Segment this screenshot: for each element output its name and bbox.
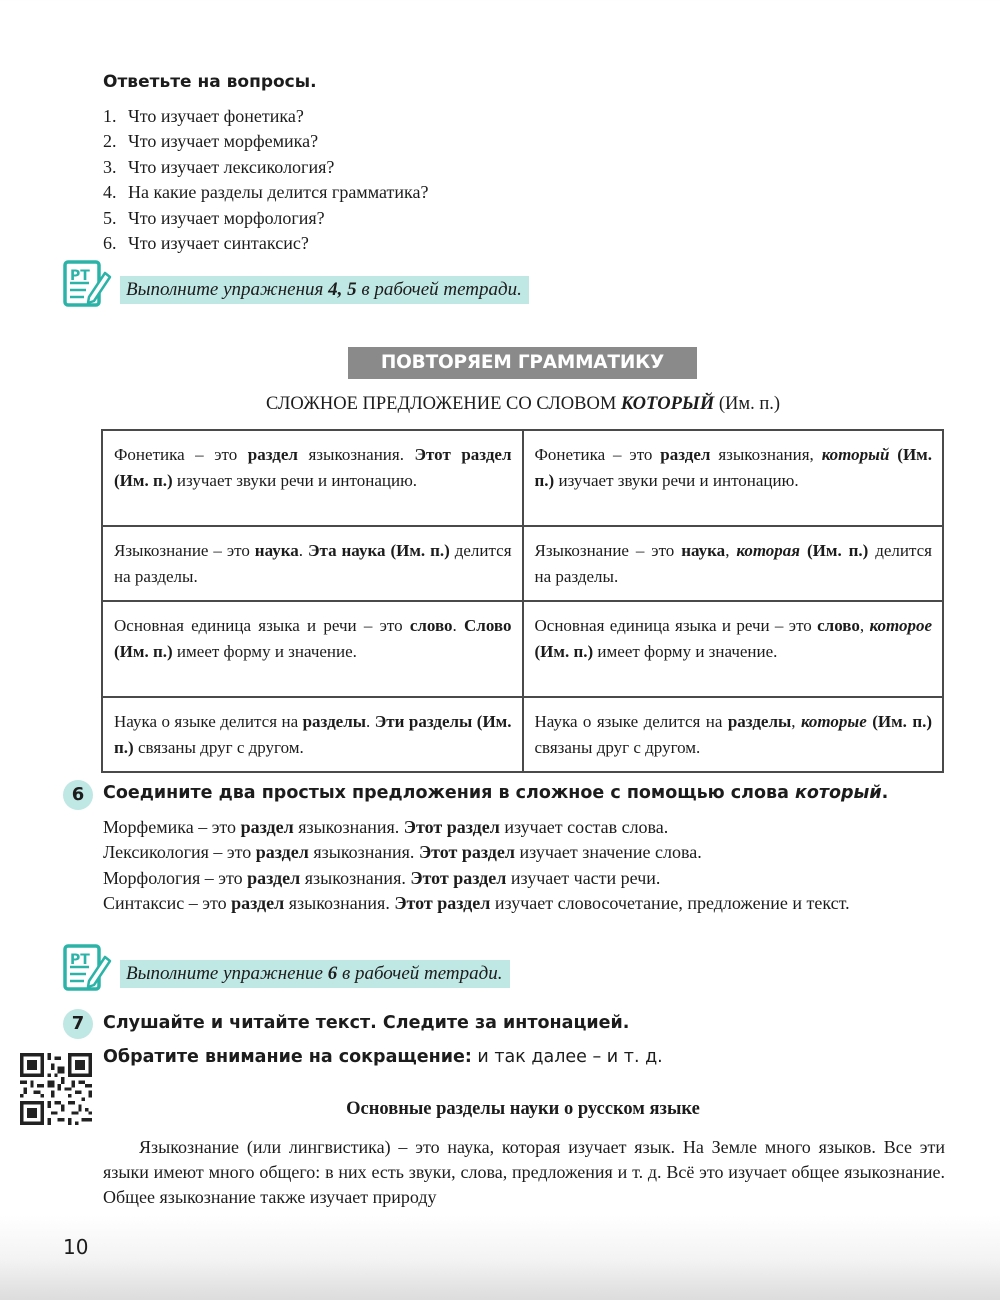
exercise-number-badge: 6	[63, 780, 93, 810]
question-item: 1. Что изучает фонетика?	[103, 106, 304, 126]
complex-sentence-cell: Языкознание – это наука, которая (Им. п.) делится на разделы.	[523, 526, 944, 601]
grammar-subtitle: СЛОЖНОЕ ПРЕДЛОЖЕНИЕ СО СЛОВОМ КОТОРЫЙ (Им. п.)	[265, 394, 781, 414]
reading-text-body: Языкознание (или лингвистика) – это наука, которая изучает язык. На Земле много языков. Все эти языки имеют много общего: в них есть звуки, слова, предложения и т. д. Всё это изучает общее языкознание. Общее языкознание также изучает природу	[103, 1137, 945, 1207]
question-item: 6. Что изучает синтаксис?	[103, 232, 309, 253]
exercise-sentences	[103, 815, 945, 916]
workbook-note	[62, 259, 622, 309]
workbook-pencil-icon	[62, 943, 112, 993]
table-row	[102, 697, 943, 772]
workbook-pencil-icon	[62, 259, 112, 309]
complex-sentence-cell: Основная единица языка и речи – это слово, которое (Им. п.) имеет форму и значение.	[523, 601, 944, 697]
question-item: 3. Что изучает лексикология?	[103, 156, 335, 177]
simple-sentence-cell: Языкознание – это наука. Эта наука (Им. п.) делится на разделы.	[102, 526, 523, 601]
page-number: 10	[63, 1235, 89, 1259]
grammar-table	[101, 429, 944, 773]
complex-sentence-cell: Наука о языке делится на разделы, которые (Им. п.) связаны друг с другом.	[523, 697, 944, 772]
workbook-note	[62, 943, 622, 993]
table-row	[102, 430, 943, 526]
table-row	[102, 601, 943, 697]
exercise-sentence: Синтаксис – это раздел языкознания. Этот раздел изучает словосочетание, предложение и текст.	[103, 892, 850, 913]
svg-text:РТ: РТ	[70, 268, 90, 284]
question-item: 2. Что изучает морфемика?	[103, 131, 319, 152]
questions-title: Ответьте на вопросы.	[103, 72, 317, 92]
simple-sentence-cell: Основная единица языка и речи – это слово. Слово (Им. п.) имеет форму и значение.	[102, 601, 523, 697]
simple-sentence-cell: Наука о языке делится на разделы. Эти разделы (Им. п.) связаны друг с другом.	[102, 697, 523, 772]
exercise-number-badge: 7	[63, 1009, 93, 1039]
complex-sentence-cell: Фонетика – это раздел языкознания, который (Им. п.) изучает звуки речи и интонацию.	[523, 430, 944, 526]
exercise-title: Соедините два простых предложения в сложное с помощью слова который.	[103, 783, 889, 803]
exercise-sentence: Лексикология – это раздел языкознания. Этот раздел изучает значение слова.	[103, 842, 702, 863]
exercise-sentence: Морфемика – это раздел языкознания. Этот раздел изучает состав слова.	[103, 817, 669, 837]
exercise-title: Слушайте и читайте текст. Следите за интонацией.	[103, 1013, 630, 1033]
question-item: 5. Что изучает морфология?	[103, 207, 325, 228]
exercise-sentence: Морфология – это раздел языкознания. Этот раздел изучает части речи.	[103, 867, 661, 888]
abbreviation-note: Обратите внимание на сокращение: и так далее – и т. д.	[103, 1047, 663, 1067]
reading-text-title: Основные разделы науки о русском языке	[346, 1099, 700, 1119]
workbook-note-text: Выполните упражнения 4, 5 в рабочей тетради.	[120, 276, 529, 304]
simple-sentence-cell: Фонетика – это раздел языкознания. Этот раздел (Им. п.) изучает звуки речи и интонацию.	[102, 430, 523, 526]
questions-list	[103, 104, 428, 256]
question-item: 4. На какие разделы делится грамматика?	[103, 182, 429, 203]
table-row	[102, 526, 943, 601]
workbook-note-text: Выполните упражнение 6 в рабочей тетради.	[120, 960, 510, 988]
svg-text:РТ: РТ	[70, 952, 90, 968]
grammar-banner: ПОВТОРЯЕМ ГРАММАТИКУ	[348, 347, 697, 379]
